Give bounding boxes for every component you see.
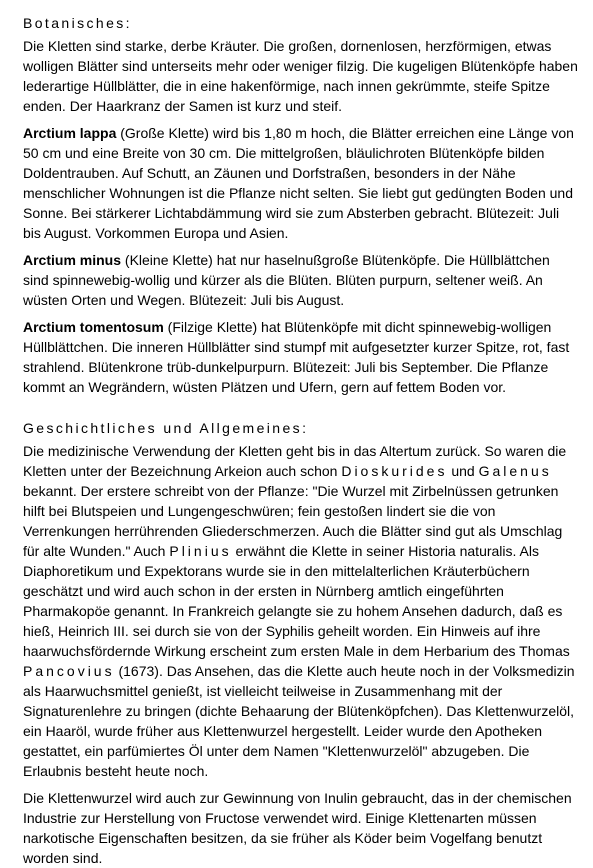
paragraph-text: erwähnt die Klette in seiner Historia naturalis. Als Diaphoretikum und Expektorans wurde sie in den mittelalterlichen Kräuterbüchern geschätzt und wird auch schon in der ersten in Nürnberg amtlich eingeführten Pharmakopöe genannt. In Frankreich gelangte sie zu hohem Ansehen dadurch, daß es hieß, Heinrich III. sei durch sie von der Syphilis geheilt worden. Ein Hinweis auf ihre haarwuchsfördernde Wirkung erscheint zum ersten Male in dem Herbarium des Thomas	[23, 543, 570, 659]
species-name-tomentosum: Arctium tomentosum	[23, 319, 164, 335]
species-name-minus: Arctium minus	[23, 252, 122, 268]
section-spacer	[23, 404, 579, 418]
paragraph-text: (Filzige Klette) hat Blütenköpfe mit dicht spinnewebig-wolligen Hüllblättchen. Die inneren Hüllblätter sind stumpf mit aufgesetzter kurzer Spitze, rot, fast strahlend. Blütenkrone trüb-dunkelpurpurn. Blütezeit: Juli bis September. Die Pflanze kommt an Wegrändern, wüsten Plätzen und Ufern, gern auf fettem Boden vor.	[23, 319, 570, 395]
person-name-galenus: Galenus	[478, 463, 552, 479]
paragraph-text: (1673). Das Ansehen, das die Klette auch heute noch in der Volksmedizin als Haarwuchsmittel genießt, ist vielleicht teilweise in Zusammenhang mit der Signaturenlehre zu bringen (dichte Behaarung der Blütenköpfchen). Das Klettenwurzelöl, ein Haaröl, wurde früher aus Klettenwurzel hergestellt. Leider wurde den Apotheken gestattet, ein parfümiertes Öl unter dem Namen "Klettenwurzelöl" abzugeben. Die Erlaubnis besteht heute noch.	[23, 663, 575, 779]
person-name-dioskurides: Dioskurides	[341, 463, 448, 479]
paragraph-text: Die medizinische Verwendung der Kletten geht bis in das Altertum zurück. So waren die Kletten unter der Bezeichnung Arkeion auch schon	[23, 443, 567, 479]
paragraph-history	[23, 441, 579, 781]
section-botanisches	[23, 13, 579, 397]
paragraph-inulin	[23, 788, 579, 868]
species-name-lappa: Arctium lappa	[23, 125, 117, 141]
paragraph-text: und	[447, 463, 479, 479]
paragraph-text: Die Klettenwurzel wird auch zur Gewinnung von Inulin gebraucht, das in der chemischen Industrie zur Herstellung von Fructose verwendet wird. Einige Klettenarten müssen narkotische Eigenschaften besitzen, da sie früher als Köder beim Vogelfang benutzt worden sind.	[23, 790, 572, 866]
paragraph-arctium-tomentosum	[23, 317, 579, 397]
section-geschichtliches	[23, 418, 579, 868]
paragraph-arctium-lappa	[23, 123, 579, 243]
paragraph-text: Die Kletten sind starke, derbe Kräuter. Die großen, dornenlosen, herzförmigen, etwas wolligen Blätter sind unterseits mehr oder weniger filzig. Die kugeligen Blütenköpfe haben lederartige Hüllblätter, die in eine hakenförmige, nach innen gekrümmte, steife Spitze enden. Der Haarkranz der Samen ist kurz und steif.	[23, 38, 578, 114]
paragraph-text: (Kleine Klette) hat nur haselnußgroße Blütenköpfe. Die Hüllblättchen sind spinnewebig-wollig und kürzer als die Blüten. Blüten purpurn, seltener weiß. An wüsten Orten und Wegen. Blütezeit: Juli bis August.	[23, 252, 550, 308]
paragraph-intro	[23, 36, 579, 116]
paragraph-text: bekannt. Der erstere schreibt von der Pflanze: "Die Wurzel mit Zirbelnüssen getrunken hilft bei Blutspeien und Lungengeschwüren; fein gestoßen lindert sie die von Verrenkungen herrührenden Gliederschmerzen. Auch die Blätter sind gut als Umschlag für alte Wunden." Auch	[23, 483, 563, 559]
paragraph-arctium-minus	[23, 250, 579, 310]
section-heading-botanisches: Botanisches:	[23, 15, 132, 31]
person-name-pancovius: Pancovius	[23, 663, 115, 679]
section-heading-geschichtliches: Geschichtliches und Allgemeines:	[23, 420, 309, 436]
paragraph-text: (Große Klette) wird bis 1,80 m hoch, die Blätter erreichen eine Länge von 50 cm und eine Breite von 30 cm. Die mittelgroßen, bläulichroten Blütenköpfe bilden Doldentrauben. Auf Schutt, an Zäunen und Dorfstraßen, besonders in der Nähe menschlicher Wohnungen ist die Pflanze nicht selten. Sie liebt gut gedüngten Boden und Sonne. Bei stärkerer Lichtabdämmung wird sie zum Absterben gebracht. Blütezeit: Juli bis August. Vorkommen Europa und Asien.	[23, 125, 574, 241]
person-name-plinius: Plinius	[169, 543, 232, 559]
